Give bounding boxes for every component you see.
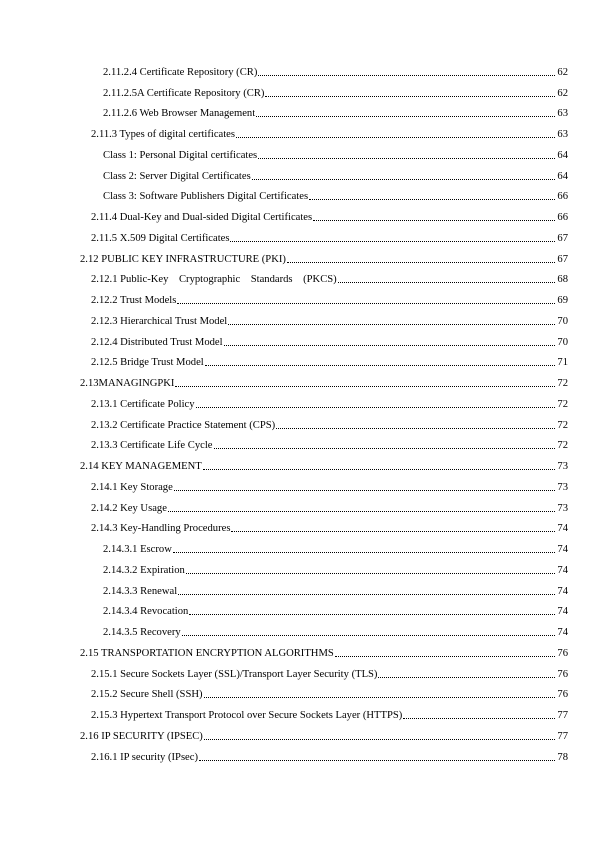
toc-entry-page-number: 76: [557, 647, 568, 659]
dot-leader: [196, 406, 556, 408]
toc-entry-title: 2.14.3.4 Revocation: [103, 606, 189, 618]
toc-entry-page-number: 73: [557, 502, 568, 514]
dot-leader: [203, 468, 556, 470]
dot-leader: [252, 178, 556, 180]
toc-entry-title: 2.12.1 Public-Key Cryptographic Standards (PKCS): [91, 274, 337, 286]
dot-leader: [175, 385, 555, 387]
dot-leader: [204, 696, 556, 698]
toc-entry-page-number: 69: [557, 295, 568, 306]
dot-leader: [174, 489, 556, 491]
toc-entry[interactable]: [80, 639, 568, 660]
toc-entry-title: 2.11.4 Dual-Key and Dual-sided Digital Certificates: [91, 212, 313, 223]
toc-entry[interactable]: [80, 369, 568, 390]
toc-entry[interactable]: [80, 494, 568, 515]
toc-entry-page-number: 67: [557, 232, 568, 244]
toc-entry-title: 2.13.2 Certificate Practice Statement (CPS): [91, 419, 276, 431]
dot-leader: [230, 240, 555, 242]
toc-entry-title: 2.16 IP SECURITY (IPSEC): [80, 730, 203, 742]
toc-entry-page-number: 68: [557, 274, 568, 286]
toc-entry-page-number: 77: [557, 730, 568, 742]
dot-leader: [177, 302, 555, 304]
table-of-contents: [80, 58, 568, 764]
toc-entry-title: 2.11.5 X.509 Digital Certificates: [91, 232, 230, 244]
dot-leader: [276, 427, 555, 429]
dot-leader: [313, 219, 555, 221]
dot-leader: [204, 738, 556, 740]
toc-entry[interactable]: [80, 203, 568, 224]
toc-entry[interactable]: [80, 432, 568, 453]
toc-entry-page-number: 64: [557, 170, 568, 182]
dot-leader: [265, 95, 555, 97]
toc-entry-page-number: 74: [557, 606, 568, 618]
dot-leader: [378, 676, 555, 678]
toc-entry-page-number: 78: [557, 751, 568, 763]
toc-entry-page-number: 74: [557, 523, 568, 535]
toc-entry[interactable]: [80, 245, 568, 266]
dot-leader: [228, 323, 555, 325]
toc-entry[interactable]: [80, 328, 568, 349]
toc-entry-title: 2.13.1 Certificate Policy: [91, 398, 195, 410]
dot-leader: [173, 551, 556, 553]
toc-entry[interactable]: [80, 577, 568, 598]
dot-leader: [214, 447, 556, 449]
toc-entry-page-number: 77: [557, 710, 568, 721]
toc-entry[interactable]: [80, 743, 568, 764]
toc-entry-title: 2.15.3 Hypertext Transport Protocol over Secure Sockets Layer (HTTPS): [91, 710, 403, 721]
toc-entry-title: Class 1: Personal Digital certificates: [103, 149, 258, 161]
toc-entry-title: 2.16.1 IP security (IPsec): [91, 751, 198, 763]
toc-entry-page-number: 67: [557, 253, 568, 265]
dot-leader: [309, 198, 555, 200]
dot-leader: [224, 344, 556, 346]
toc-entry[interactable]: [80, 349, 568, 370]
toc-entry-title: 2.13MANAGINGPKI: [80, 378, 175, 389]
toc-entry-title: 2.11.2.6 Web Browser Management: [103, 108, 256, 120]
toc-entry-page-number: 72: [557, 419, 568, 431]
dot-leader: [205, 364, 556, 366]
toc-entry-title: 2.12.5 Bridge Trust Model: [91, 357, 204, 369]
toc-entry-title: Class 3: Software Publishers Digital Certificates: [103, 191, 309, 203]
toc-entry-title: 2.12.2 Trust Models: [91, 295, 177, 306]
toc-entry-title: 2.14.2 Key Usage: [91, 502, 167, 514]
toc-entry-title: Class 2: Server Digital Certificates: [103, 170, 251, 182]
toc-entry-page-number: 63: [557, 129, 568, 140]
toc-entry-title: 2.14.1 Key Storage: [91, 481, 173, 493]
toc-entry[interactable]: [80, 660, 568, 681]
dot-leader: [258, 157, 555, 159]
toc-entry-page-number: 70: [557, 336, 568, 348]
dot-leader: [338, 281, 556, 283]
dot-leader: [186, 572, 556, 574]
toc-entry-title: 2.15.2 Secure Shell (SSH): [91, 689, 203, 701]
toc-entry[interactable]: [80, 535, 568, 556]
dot-leader: [199, 759, 555, 761]
toc-entry-title: 2.14.3.2 Expiration: [103, 564, 185, 576]
toc-entry-title: 2.15 TRANSPORTATION ENCRYPTION ALGORITHMS: [80, 647, 334, 659]
toc-entry-page-number: 62: [557, 87, 568, 99]
toc-entry-title: 2.15.1 Secure Sockets Layer (SSL)/Transport Layer Security (TLS): [91, 668, 378, 680]
toc-entry-title: 2.14.3 Key-Handling Procedures: [91, 523, 231, 535]
toc-entry-page-number: 64: [557, 149, 568, 161]
dot-leader: [182, 634, 556, 636]
toc-entry[interactable]: [80, 141, 568, 162]
toc-entry[interactable]: [80, 681, 568, 702]
dot-leader: [168, 510, 556, 512]
toc-entry-page-number: 76: [557, 689, 568, 701]
toc-entry[interactable]: [80, 224, 568, 245]
toc-entry[interactable]: [80, 162, 568, 183]
toc-entry-page-number: 66: [557, 212, 568, 223]
toc-entry-page-number: 72: [557, 398, 568, 410]
toc-entry[interactable]: [80, 183, 568, 204]
toc-entry[interactable]: [80, 598, 568, 619]
dot-leader: [258, 74, 555, 76]
toc-entry-page-number: 73: [557, 481, 568, 493]
toc-entry[interactable]: [80, 100, 568, 121]
toc-entry[interactable]: [80, 390, 568, 411]
toc-entry-page-number: 66: [557, 191, 568, 203]
dot-leader: [231, 530, 555, 532]
toc-entry[interactable]: [80, 473, 568, 494]
toc-entry-title: 2.14 KEY MANAGEMENT: [80, 461, 202, 472]
toc-entry-page-number: 63: [557, 108, 568, 120]
toc-entry[interactable]: [80, 452, 568, 473]
toc-entry[interactable]: [80, 556, 568, 577]
toc-entry[interactable]: [80, 701, 568, 722]
toc-entry[interactable]: [80, 411, 568, 432]
toc-entry-title: 2.14.3.3 Renewal: [103, 585, 178, 597]
toc-entry-page-number: 76: [557, 668, 568, 680]
toc-entry[interactable]: [80, 618, 568, 639]
toc-entry-page-number: 74: [557, 564, 568, 576]
toc-entry-title: 2.14.3.5 Recovery: [103, 627, 181, 638]
dot-leader: [178, 593, 555, 595]
toc-entry-title: 2.12 PUBLIC KEY INFRASTRUCTURE (PKI): [80, 253, 286, 265]
toc-entry[interactable]: [80, 79, 568, 100]
toc-entry-title: 2.11.2.5A Certificate Repository (CR): [103, 87, 265, 99]
toc-entry[interactable]: [80, 722, 568, 743]
toc-entry-title: 2.12.3 Hierarchical Trust Model: [91, 315, 228, 327]
toc-entry[interactable]: [80, 286, 568, 307]
dot-leader: [236, 136, 555, 138]
toc-entry-page-number: 73: [557, 461, 568, 472]
toc-entry-title: 2.11.2.4 Certificate Repository (CR): [103, 66, 258, 78]
toc-entry-title: 2.13.3 Certificate Life Cycle: [91, 440, 213, 452]
toc-entry-page-number: 71: [557, 357, 568, 369]
toc-entry-page-number: 72: [557, 378, 568, 389]
toc-entry-page-number: 74: [557, 585, 568, 597]
toc-entry-page-number: 74: [557, 627, 568, 638]
dot-leader: [335, 655, 556, 657]
toc-entry-page-number: 74: [557, 544, 568, 555]
toc-entry[interactable]: [80, 120, 568, 141]
toc-entry[interactable]: [80, 58, 568, 79]
dot-leader: [287, 261, 556, 263]
toc-entry-page-number: 72: [557, 440, 568, 452]
toc-entry[interactable]: [80, 307, 568, 328]
toc-entry-title: 2.14.3.1 Escrow: [103, 544, 172, 555]
dot-leader: [256, 115, 555, 117]
toc-entry-page-number: 70: [557, 315, 568, 327]
toc-entry[interactable]: [80, 266, 568, 287]
dot-leader: [189, 613, 555, 615]
toc-entry-page-number: 62: [557, 66, 568, 78]
toc-entry[interactable]: [80, 515, 568, 536]
toc-entry-title: 2.12.4 Distributed Trust Model: [91, 336, 223, 348]
dot-leader: [403, 717, 555, 719]
toc-entry-title: 2.11.3 Types of digital certificates: [91, 129, 235, 140]
